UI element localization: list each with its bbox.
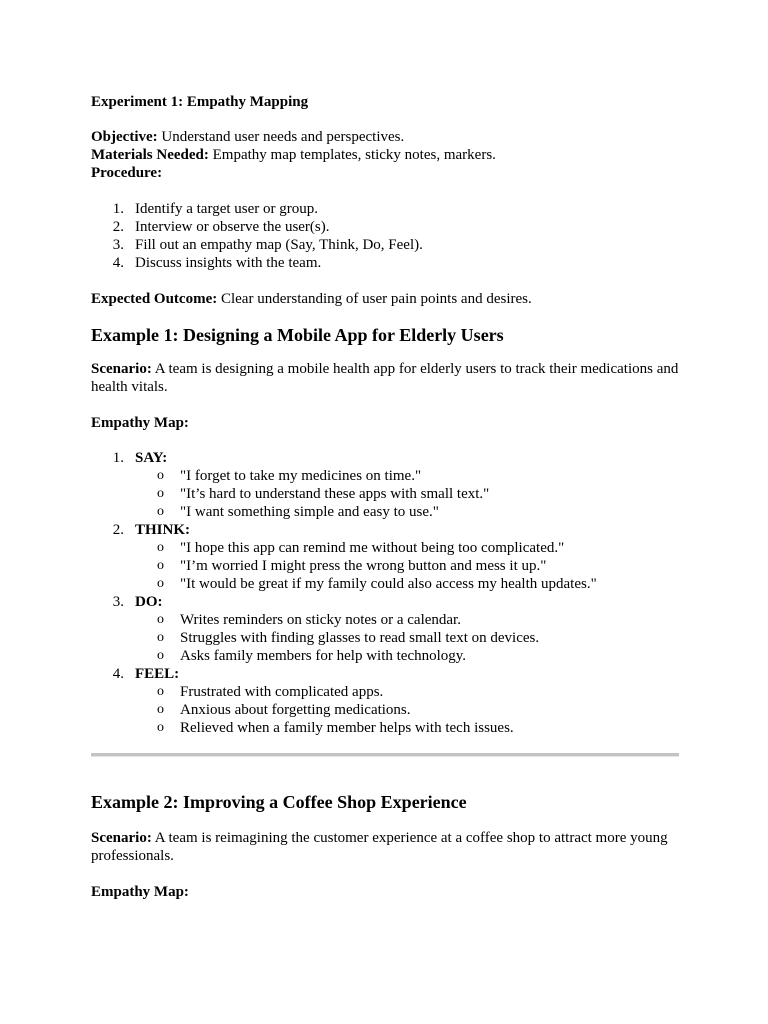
example2-scenario bbox=[91, 829, 681, 865]
list-item: o Writes reminders on sticky notes or a calendar. bbox=[157, 612, 461, 628]
list-item: o "I’m worried I might press the wrong button and mess it up." bbox=[157, 558, 547, 574]
list-item: o "I want something simple and easy to use." bbox=[157, 504, 439, 520]
example2-map-label: Empathy Map: bbox=[91, 884, 189, 900]
list-item: o Frustrated with complicated apps. bbox=[157, 684, 384, 700]
document-page bbox=[91, 93, 681, 901]
procedure-step: 2. Interview or observe the user(s). bbox=[112, 219, 330, 235]
outcome-text: Clear understanding of user pain points and desires. bbox=[217, 291, 532, 307]
scenario-label: Scenario: bbox=[91, 830, 152, 846]
objective-line bbox=[91, 128, 681, 146]
experiment-title: Experiment 1: Empathy Mapping bbox=[91, 94, 309, 110]
example1-heading: Example 1: Designing a Mobile App for Elderly Users bbox=[91, 325, 504, 345]
example1-scenario bbox=[91, 360, 681, 396]
procedure-step: 4. Discuss insights with the team. bbox=[112, 255, 322, 271]
list-item: o Struggles with finding glasses to read small text on devices. bbox=[157, 630, 540, 646]
list-item: o Asks family members for help with technology. bbox=[157, 648, 467, 664]
procedure-step: 3. Fill out an empathy map (Say, Think, Do, Feel). bbox=[112, 237, 423, 253]
empathy-section-think: 2. THINK: o "I hope this app can remind me without being too complicated." o "I’m worried I might press the wrong button and mess it up." o "It would be great if my family could also access my health updates." bbox=[91, 521, 681, 593]
empathy-section-do: 3. DO: o Writes reminders on sticky notes or a calendar. o Struggles with finding glasses to read small text on devices. o Asks family members for help with technology. bbox=[91, 593, 681, 665]
list-item: o "I forget to take my medicines on time." bbox=[157, 468, 422, 484]
scenario-label: Scenario: bbox=[91, 361, 152, 377]
empathy-map-list bbox=[91, 449, 681, 737]
procedure-step: 1. Identify a target user or group. bbox=[112, 201, 318, 217]
scenario-text: A team is designing a mobile health app for elderly users to track their medications and health vitals. bbox=[91, 361, 679, 395]
example1-map-label: Empathy Map: bbox=[91, 415, 189, 431]
materials-label: Materials Needed: bbox=[91, 147, 209, 163]
scenario-text: A team is reimagining the customer experience at a coffee shop to attract more young professionals. bbox=[91, 830, 668, 864]
list-item: o "I hope this app can remind me without being too complicated." bbox=[157, 540, 565, 556]
materials-line bbox=[91, 146, 681, 164]
list-item: o Relieved when a family member helps with tech issues. bbox=[157, 720, 514, 736]
outcome-label: Expected Outcome: bbox=[91, 291, 218, 307]
list-item: o Anxious about forgetting medications. bbox=[157, 702, 411, 718]
expected-outcome-line bbox=[91, 290, 681, 308]
list-item: o "It would be great if my family could also access my health updates." bbox=[157, 576, 597, 592]
objective-text: Understand user needs and perspectives. bbox=[157, 129, 405, 145]
materials-text: Empathy map templates, sticky notes, markers. bbox=[208, 147, 496, 163]
empathy-section-feel: 4. FEEL: o Frustrated with complicated apps. o Anxious about forgetting medications. o Relieved when a family member helps with tech issues. bbox=[91, 665, 681, 737]
procedure-label: Procedure: bbox=[91, 165, 163, 181]
procedure-list bbox=[91, 200, 681, 272]
objective-label: Objective: bbox=[91, 129, 158, 145]
list-item: o "It’s hard to understand these apps with small text." bbox=[157, 486, 490, 502]
example2-heading: Example 2: Improving a Coffee Shop Experience bbox=[91, 792, 467, 812]
empathy-section-say: 1. SAY: o "I forget to take my medicines on time." o "It’s hard to understand these apps with small text." o "I want something simple and easy to use." bbox=[91, 449, 681, 521]
